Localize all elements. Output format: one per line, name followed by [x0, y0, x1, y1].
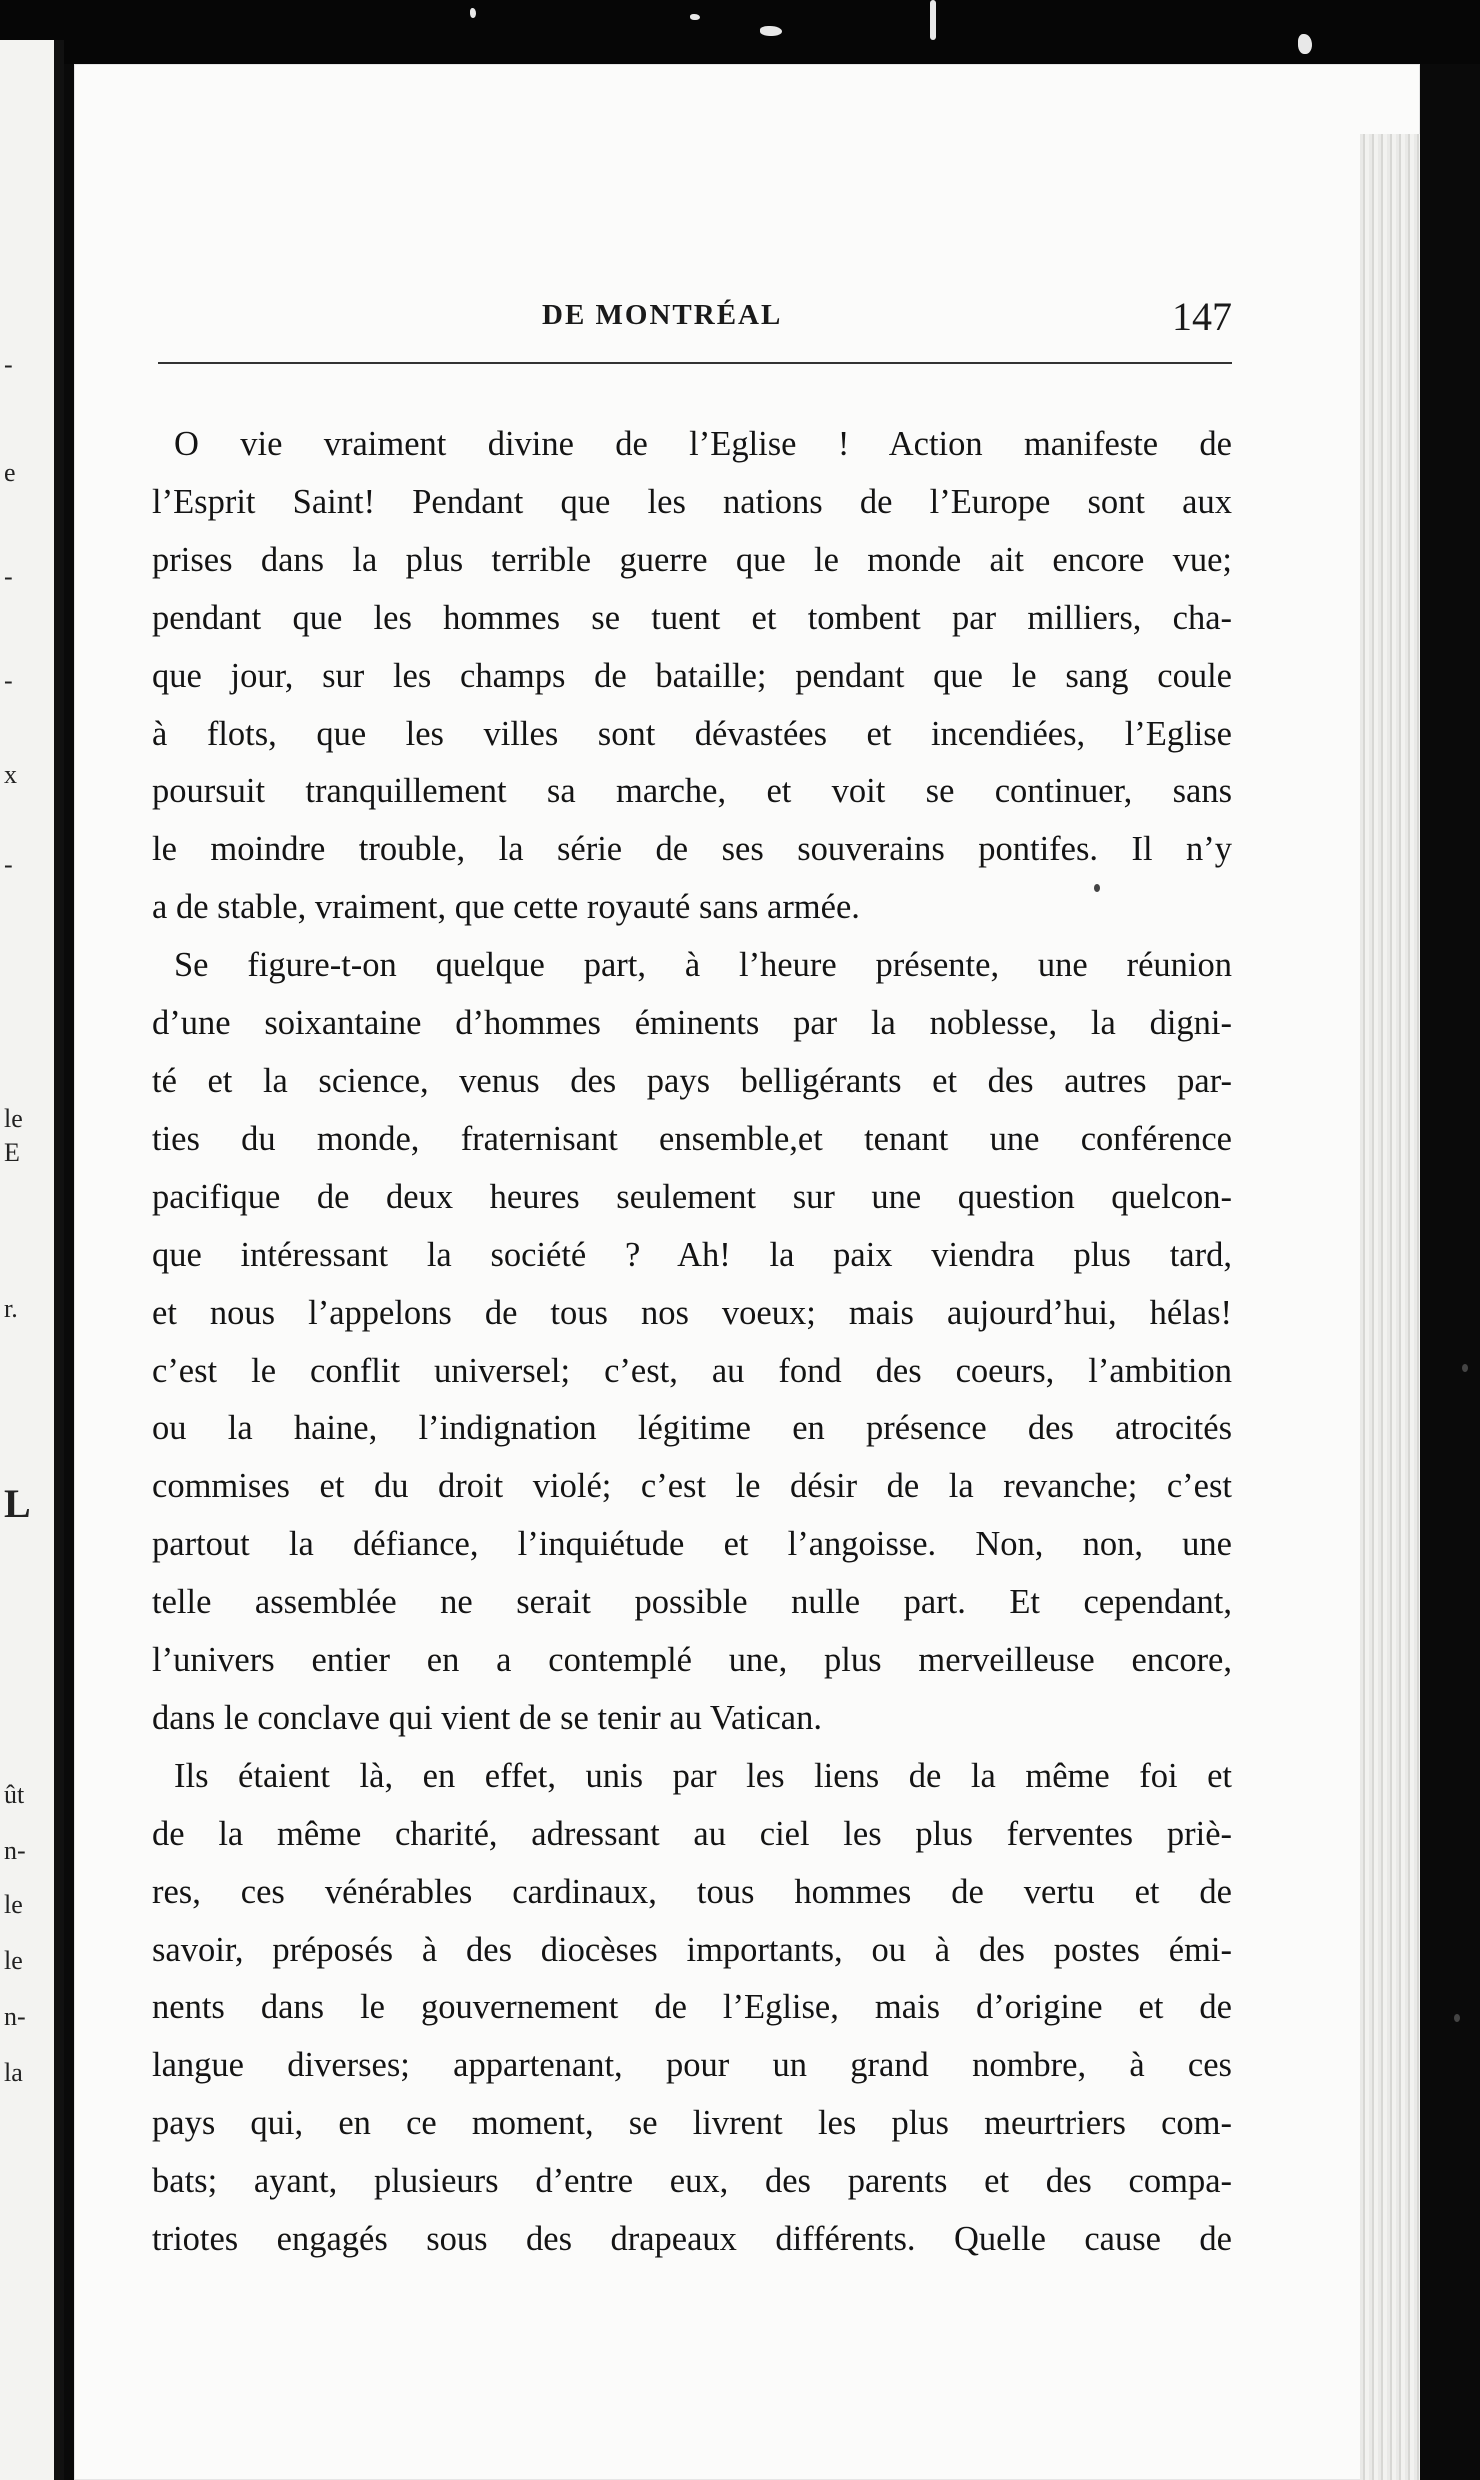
text-line: ou la haine, l’indignation légitime en présence des atrocités: [152, 1409, 1232, 1448]
text-line: pendant que les hommes se tuent et tombent par milliers, cha-: [152, 598, 1232, 637]
page-number: 147: [1172, 294, 1232, 339]
margin-glyph: e: [4, 458, 16, 487]
page-header: [542, 294, 1232, 339]
text-line: té et la science, venus des pays belligérants et des autres par-: [152, 1061, 1232, 1100]
text-line: ties du monde, fraternisant ensemble,et tenant une conférence: [152, 1119, 1232, 1158]
page-edge-shading: [1360, 134, 1420, 2480]
text-line: O vie vraiment divine de l’Eglise ! Action manifeste de: [174, 425, 1232, 463]
text-line: à flots, que les villes sont dévastées et incendiées, l’Eglise: [152, 714, 1232, 753]
text-line: poursuit tranquillement sa marche, et voit se continuer, sans: [152, 772, 1232, 811]
margin-glyph: n-: [4, 2002, 26, 2031]
scan-smudge: [470, 8, 476, 18]
scan-smudge: [930, 0, 936, 40]
book-page: [74, 64, 1420, 2480]
running-head: DE MONTRÉAL: [542, 299, 783, 331]
margin-glyph: x: [4, 760, 17, 789]
text-line: l’Esprit Saint! Pendant que les nations de l’Europe sont aux: [152, 482, 1232, 521]
text-line: dans le conclave qui vient de se tenir au Vatican.: [152, 1698, 822, 1737]
text-line: triotes engagés sous des drapeaux différents. Quelle cause de: [152, 2220, 1232, 2259]
ink-speck: [1094, 884, 1100, 892]
text-line: commises et du droit violé; c’est le désir de la revanche; c’est: [152, 1467, 1232, 1506]
margin-glyph: la: [4, 2058, 23, 2087]
scan-smudge: [760, 26, 782, 36]
margin-glyph: L: [4, 1481, 31, 1526]
text-line: nents dans le gouvernement de l’Eglise, mais d’origine et de: [152, 1988, 1232, 2027]
margin-glyph: n-: [4, 1836, 26, 1865]
header-rule: [158, 362, 1232, 364]
text-line: res, ces vénérables cardinaux, tous hommes de vertu et de: [152, 1872, 1232, 1911]
margin-glyph: -: [4, 850, 13, 879]
margin-glyph: r.: [4, 1294, 18, 1323]
text-line: c’est le conflit universel; c’est, au fond des coeurs, l’ambition: [152, 1351, 1232, 1390]
text-line: l’univers entier en a contemplé une, plus merveilleuse encore,: [152, 1641, 1232, 1680]
text-line: Ils étaient là, en effet, unis par les liens de la même foi et: [174, 1756, 1232, 1795]
margin-glyph: -: [4, 350, 13, 379]
text-line: et nous l’appelons de tous nos voeux; mais aujourd’hui, hélas!: [152, 1293, 1232, 1332]
text-line: prises dans la plus terrible guerre que le monde ait encore vue;: [152, 540, 1232, 579]
text-line: le moindre trouble, la série de ses souverains pontifes. Il n’y: [152, 830, 1232, 869]
text-line: que intéressant la société ? Ah! la paix viendra plus tard,: [152, 1235, 1232, 1274]
scan-smudge: [690, 14, 700, 20]
body-text: [152, 416, 1232, 2269]
text-line: que jour, sur les champs de bataille; pendant que le sang coule: [152, 656, 1232, 695]
text-line: d’une soixantaine d’hommes éminents par la noblesse, la digni-: [152, 1004, 1232, 1043]
margin-glyph: -: [4, 666, 13, 695]
margin-glyph: le: [4, 1104, 23, 1133]
text-line: a de stable, vraiment, que cette royauté sans armée.: [152, 888, 860, 927]
text-line: pays qui, en ce moment, se livrent les plus meurtriers com-: [152, 2104, 1232, 2143]
text-line: pacifique de deux heures seulement sur une question quelcon-: [152, 1177, 1232, 1216]
ink-speck: [1462, 1364, 1468, 1372]
text-line: partout la défiance, l’inquiétude et l’angoisse. Non, non, une: [152, 1525, 1232, 1564]
scan-top-border: [0, 0, 1480, 64]
text-line: langue diverses; appartenant, pour un grand nombre, à ces: [152, 2046, 1232, 2085]
text-line: savoir, préposés à des diocèses importants, ou à des postes émi-: [152, 1930, 1232, 1969]
margin-glyph: ût: [4, 1780, 25, 1809]
margin-glyph: le: [4, 1890, 23, 1919]
facing-page-edge: [0, 40, 64, 2480]
margin-glyph: le: [4, 1946, 23, 1975]
margin-glyph: E: [4, 1138, 20, 1167]
text-line: de la même charité, adressant au ciel les plus ferventes priè-: [152, 1814, 1232, 1853]
text-line: bats; ayant, plusieurs d’entre eux, des parents et des compa-: [152, 2162, 1232, 2201]
ink-speck: [1454, 2014, 1460, 2022]
margin-glyph: -: [4, 562, 13, 591]
text-line: telle assemblée ne serait possible nulle part. Et cependant,: [152, 1583, 1232, 1622]
text-line: Se figure-t-on quelque part, à l’heure présente, une réunion: [174, 946, 1232, 985]
scan-smudge: [1298, 34, 1312, 54]
